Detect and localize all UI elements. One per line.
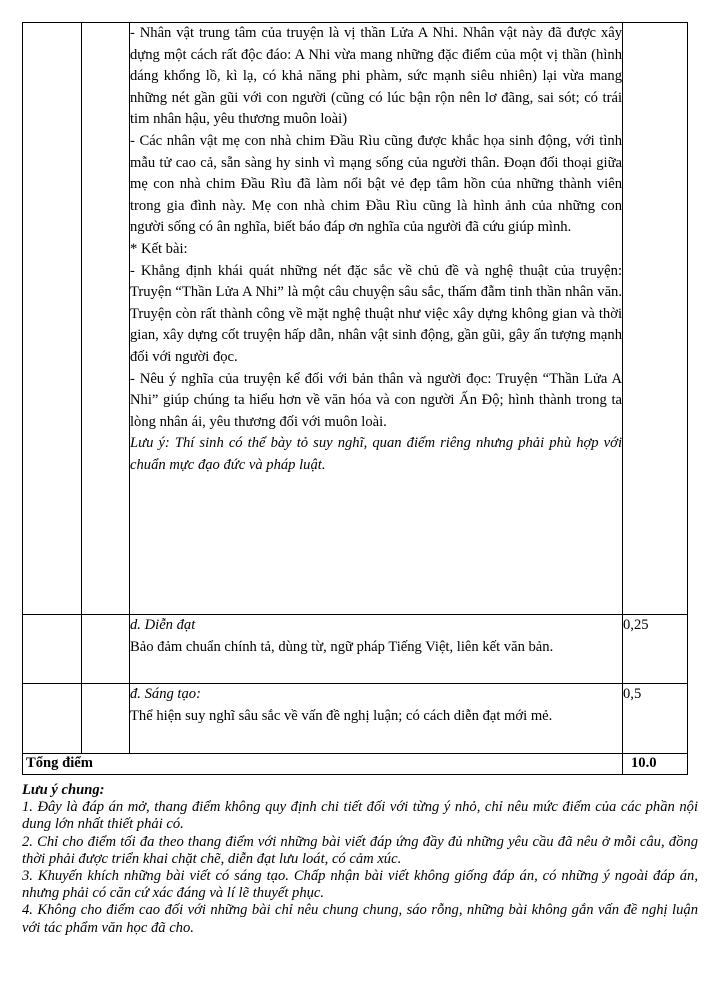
note-paragraph: Lưu ý: Thí sinh có thể bày tỏ suy nghĩ, quan điểm riêng nhưng phải phù hợp với chuẩn mực đạo đức và pháp luật.	[130, 435, 622, 473]
question-cell	[82, 615, 130, 684]
content-cell	[130, 23, 623, 615]
table-row	[23, 615, 688, 684]
table-row	[23, 684, 688, 754]
paragraph-bird-characters: - Các nhân vật mẹ con nhà chim Đầu Rìu cũng được khắc họa sinh động, với tình mẫu tử cao cả, sẵn sàng hy sinh vì mạng sống của người thân. Đoạn đối thoại giữa mẹ con nhà chim Đầu Rìu đã làm nổi bật vẻ đẹp tâm hồn của những thành viên trong gia đình này. Mẹ con nhà chim Đầu Rìu cũng là hình ảnh của những con người sống có ân nghĩa, biết báo đáp ơn nghĩa của người đã cứu giúp mình.	[130, 132, 622, 236]
score-cell	[623, 23, 688, 615]
notes-title: Lưu ý chung:	[22, 782, 105, 798]
total-value: 10.0	[623, 754, 688, 775]
content-cell	[130, 684, 623, 754]
grading-table	[22, 22, 688, 775]
general-notes	[22, 782, 698, 937]
paragraph-conclusion-summary: - Khẳng định khái quát những nét đặc sắc về chủ đề và nghệ thuật của truyện: Truyện “Thần Lửa A Nhi” là một câu chuyện sâu sắc, thấm đẫm tinh thần nhân văn. Truyện còn rất thành công về mặt nghệ thuật như việc xây dựng không gian và thời gian, xây dựng cốt truyện hấp dẫn, nhân vật sinh động, gần gũi, gây ấn tượng mạnh đối với người đọc.	[130, 262, 622, 365]
question-cell	[82, 23, 130, 615]
part-cell	[23, 23, 82, 615]
criterion-body: Bảo đảm chuẩn chính tả, dùng từ, ngữ pháp Tiếng Việt, liên kết văn bản.	[130, 638, 554, 655]
criterion-heading: d. Diễn đạt	[130, 617, 196, 633]
conclusion-heading: * Kết bài:	[130, 240, 188, 257]
score-cell: 0,5	[623, 684, 688, 754]
part-cell	[23, 615, 82, 684]
paragraph-conclusion-meaning: - Nêu ý nghĩa của truyện kể đối với bản thân và người đọc: Truyện “Thần Lửa A Nhi” giúp chúng ta hiểu hơn về văn hóa và con người Ấn Độ; hình thành trong ta lòng nhân ái, yêu thương đối với muôn loài.	[130, 370, 622, 430]
note-item: 1. Đây là đáp án mở, thang điểm không quy định chi tiết đối với từng ý nhỏ, chỉ nêu mức điểm của các phần nội dung lớn nhất thiết phải có.	[22, 799, 698, 833]
content-cell	[130, 615, 623, 684]
part-cell	[23, 684, 82, 754]
paragraph-main-character: - Nhân vật trung tâm của truyện là vị thần Lửa A Nhi. Nhân vật này đã được xây dựng một cách rất độc đáo: A Nhi vừa mang những đặc điểm của một vị thần (hình dáng khổng lồ, kì lạ, có khả năng phi phàm, sức mạnh siêu nhiên) lại vừa mang những nét gần gũi với con người (cũng có lúc bận rộn nên lơ đãng, sai sót; có trái tim nhân hậu, yêu thương muôn loài)	[130, 25, 622, 128]
total-label: Tổng điểm	[23, 754, 623, 775]
note-item: 2. Chỉ cho điểm tối đa theo thang điểm với những bài viết đáp ứng đầy đủ những yêu cầu đã nêu ở mỗi câu, đồng thời phải được triển khai chặt chẽ, diễn đạt lưu loát, có cảm xúc.	[22, 833, 698, 867]
note-item: 4. Không cho điểm cao đối với những bài chỉ nêu chung chung, sáo rỗng, những bài không gắn vấn đề nghị luận với tác phẩm văn học đã cho.	[22, 902, 698, 936]
criterion-heading: đ. Sáng tạo:	[130, 686, 201, 702]
question-cell	[82, 684, 130, 754]
score-cell: 0,25	[623, 615, 688, 684]
criterion-body: Thể hiện suy nghĩ sâu sắc về vấn đề nghị luận; có cách diễn đạt mới mẻ.	[130, 707, 553, 724]
table-row	[23, 23, 688, 615]
total-row	[23, 754, 688, 775]
note-item: 3. Khuyến khích những bài viết có sáng tạo. Chấp nhận bài viết không giống đáp án, có những ý ngoài đáp án, nhưng phải có căn cứ xác đáng và lí lẽ thuyết phục.	[22, 868, 698, 902]
